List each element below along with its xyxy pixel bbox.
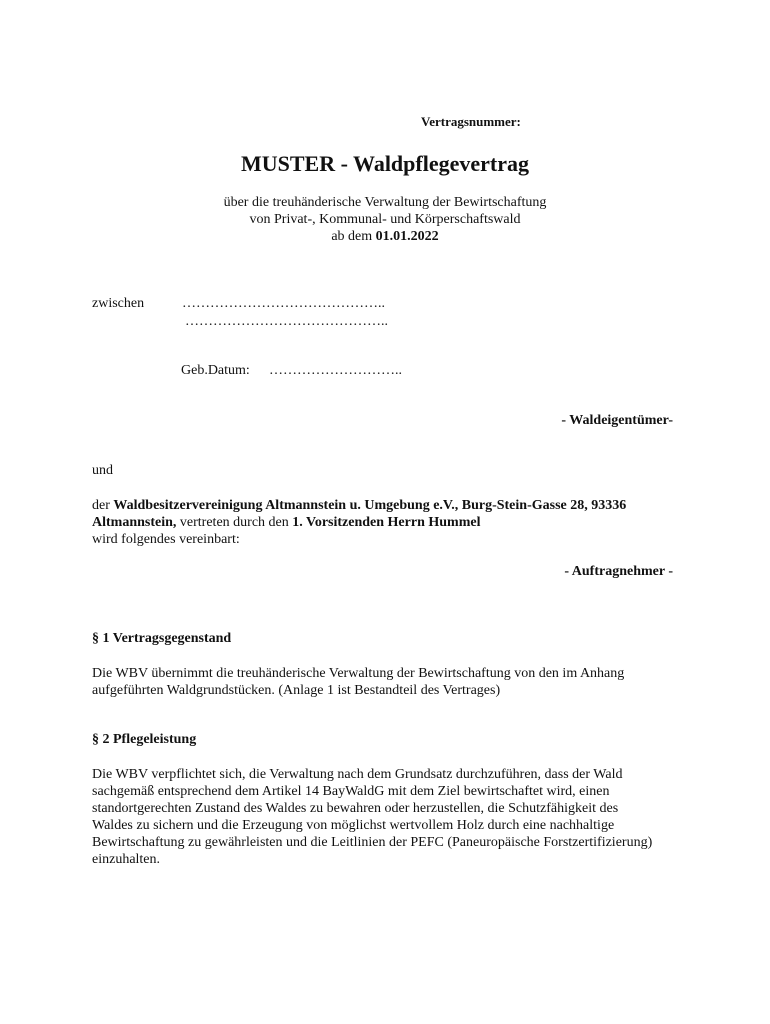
contractor-role-label: - Auftragnehmer -	[564, 564, 673, 579]
birthdate-dots: ………………………..	[269, 363, 402, 378]
and-label: und	[92, 463, 113, 478]
owner-address-dots: ……………………………………..	[185, 314, 388, 329]
contractor-paragraph	[92, 497, 652, 548]
contractor-prefix: der	[92, 498, 114, 513]
start-date: 01.01.2022	[375, 229, 439, 244]
contractor-mid: vertreten durch den	[176, 515, 293, 530]
birthdate-label: Geb.Datum:	[181, 363, 250, 378]
section-body-2: Die WBV verpflichtet sich, die Verwaltung nach dem Grundsatz durchzuführen, dass der Wald sachgemäß entsprechend dem Artikel 14 BayWaldG mit dem Ziel bewirtschaftet wird, einen standortgerechten Zustand des Waldes zu bewahren oder herzustellen, die Schutzfähigkeit des Waldes zu sichern und die Erzeugung von möglichst wertvollem Holz durch eine nachhaltige Bewirtschaftung zu gewährleisten und die Leitlinien der PEFC (Paneuropäische Forstzertifizierung) einzuhalten.	[92, 767, 653, 867]
subtitle-line-3	[0, 229, 770, 245]
section-heading-1: § 1 Vertragsgegenstand	[92, 631, 232, 646]
agreement-text: wird folgendes vereinbart:	[92, 532, 240, 547]
owner-name-dots: ……………………………………..	[182, 296, 385, 311]
section-heading-2: § 2 Pflegeleistung	[92, 732, 197, 747]
contractor-representative: 1. Vorsitzenden Herrn Hummel	[292, 515, 481, 530]
subtitle-date-prefix: ab dem	[331, 229, 376, 244]
contractor-name: Waldbesitzervereinigung Altmannstein u. Umgebung e.V., Burg-Stein-Gasse 28, 93336 Altmannstein,	[92, 498, 627, 530]
contract-number-label: Vertragsnummer:	[421, 114, 521, 129]
subtitle-line-2: von Privat-, Kommunal- und Körperschaftswald	[249, 212, 521, 227]
section-body-1: Die WBV übernimmt die treuhänderische Verwaltung der Bewirtschaftung von den im Anhang aufgeführten Waldgrundstücken. (Anlage 1 ist Bestandteil des Vertrages)	[92, 666, 625, 698]
between-label: zwischen	[92, 296, 145, 311]
document-title: MUSTER - Waldpflegevertrag	[240, 151, 529, 176]
subtitle-line-1: über die treuhänderische Verwaltung der Bewirtschaftung	[223, 195, 547, 210]
owner-role-label: - Waldeigentümer-	[561, 413, 673, 428]
